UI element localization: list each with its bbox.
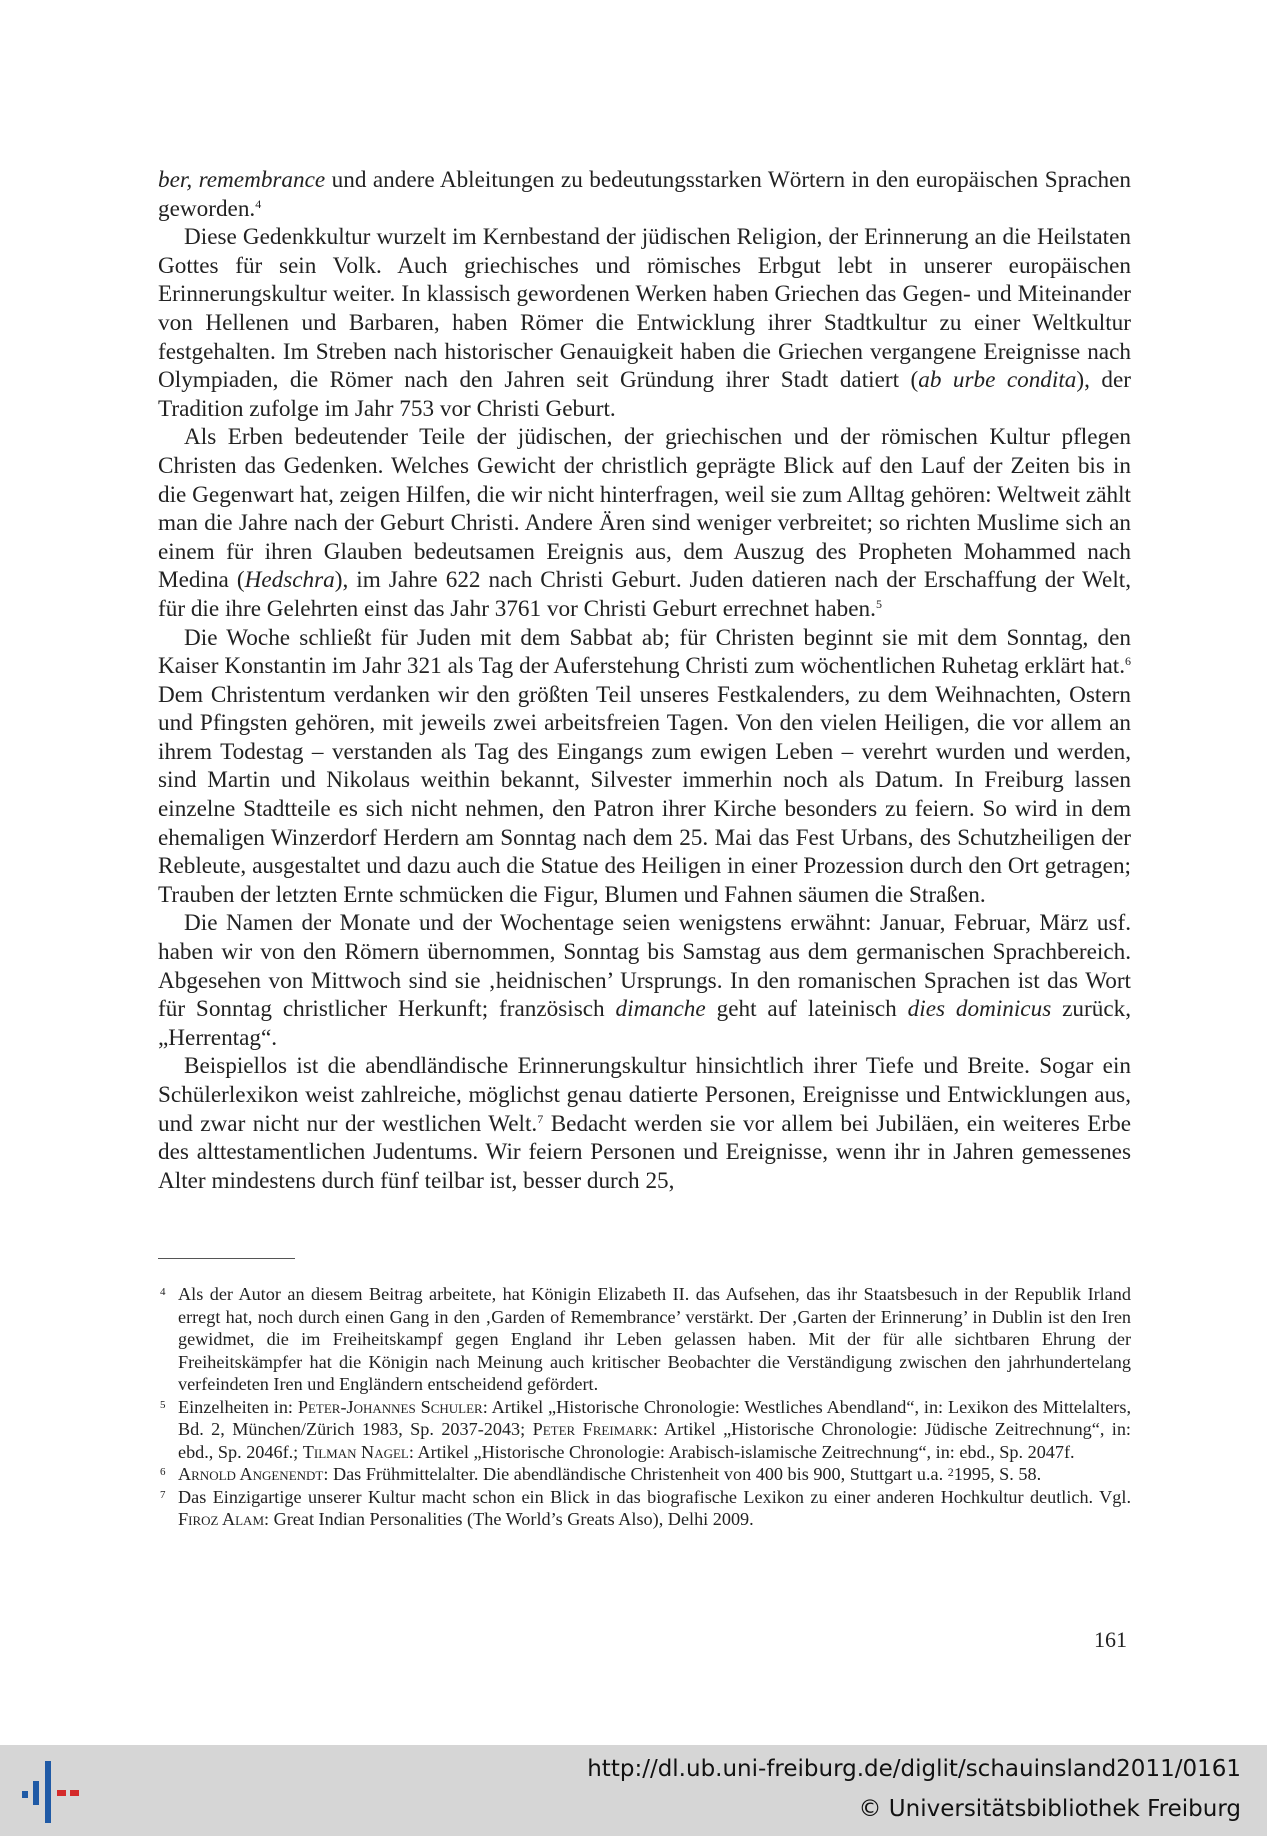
footnote-reference: 5 <box>875 596 882 611</box>
footnote-reference: 2 <box>947 1465 954 1479</box>
author-name: Tilman Nagel <box>302 1441 409 1462</box>
footnote <box>158 1463 1131 1486</box>
footnote <box>158 1396 1131 1464</box>
paragraph <box>158 624 1131 910</box>
text-run: : Artikel „Historische Chronologie: Arabisch-islamische Zeitrechnung“, in: ebd., Sp. 2047f. <box>408 1441 1075 1462</box>
paragraph <box>158 423 1131 623</box>
italic-text: ab urbe condita <box>918 367 1077 394</box>
ub-freiburg-logo-icon[interactable] <box>16 1761 80 1823</box>
footnote-reference: 4 <box>255 196 262 211</box>
body-text <box>158 166 1131 1195</box>
text-run: zurück, „Herrentag“. <box>158 996 1132 1051</box>
footnote-number: 6 <box>160 1466 166 1478</box>
author-name: Arnold Angenendt <box>178 1464 324 1484</box>
footnote-number: 7 <box>160 1488 166 1501</box>
text-run: Die Woche schließt für Juden mit dem Sabbat ab; für Christen beginnt sie mit dem Sonntag, den Kaiser Konstantin im Jahr 321 als Tag der Auferstehung Christi zum wöchentlichen Ruhetag erklärt hat. <box>158 624 1131 680</box>
footnote-reference: 7 <box>537 1111 544 1126</box>
permalink-url[interactable]: http://dl.ub.uni-freiburg.de/diglit/schauinsland2011/0161 <box>587 1756 1241 1782</box>
footnote-text <box>178 1284 1131 1394</box>
text-run: ), der Tradition zufolge im Jahr 753 vor Christi Geburt. <box>158 367 1131 422</box>
text-run: Als Erben bedeutender Teile der jüdischen, der griechischen und der römischen Kultur pflegen Christen das Gedenken. Welches Gewicht der christlich geprägte Blick auf den Lauf der Zeiten bis in die Gegenwart hat, zeigen Hilfen, die wir nicht hinterfragen, weil sie zum Alltag gehören: Weltweit zählt man die Jahre nach der Geburt Christi. Andere Ären sind weniger verbreitet; so richten Muslime sich an einem für ihren Glauben bedeutsamen Ereignis aus, dem Auszug des Propheten Mohammed nach Medina ( <box>158 424 1131 594</box>
copyright-notice: © Universitätsbibliothek Freiburg <box>858 1796 1241 1822</box>
footnote-text <box>178 1397 1131 1462</box>
italic-text: dimanche <box>615 996 706 1023</box>
footnote <box>158 1283 1131 1396</box>
text-run: : Artikel „Historische Chronologie: Westliches Abendland“, in: Lexikon des Mittelalters, Bd. 2, München/Zürich 1983, Sp. 2037-2043; <box>178 1396 1131 1439</box>
text-run: Die Namen der Monate und der Wochentage seien wenigstens erwähnt: Januar, Februar, März usf. haben wir von den Römern übernommen, Sonntag bis Samstag aus dem germanischen Sprachbereich. Abgesehen von Mittwoch sind sie ‚heidnischen’ Ursprungs. In den romanischen Sprachen ist das Wort für Sonntag christlicher Herkunft; französisch <box>158 910 1131 1023</box>
text-run: Als der Autor an diesem Beitrag arbeitete, hat Königin Elizabeth II. das Aufsehen, das ihr Staatsbesuch in der Republik Irland erregt hat, noch durch einen Gang in den ‚Garden of Remembrance’ verstärkt. Der ‚Garten der Erinnerung’ in Dublin ist den Iren gewidmet, die im Freiheitskampf gegen England ihr Leben gelassen haben. Mit der für alle sichtbaren Ehrung der Freiheitskämpfer hat die Königin nach Meinung auch kritischer Beobachter die Verständigung zwischen den jahrhundertelang verfeindeten Iren und Engländern entscheidend gefördert. <box>178 1284 1131 1394</box>
footnote-number: 4 <box>160 1286 166 1298</box>
text-run: Beispiellos ist die abendländische Erinnerungskultur hinsichtlich ihrer Tiefe und Breite. Sogar ein Schülerlexikon weist zahlreiche, möglichst genau datierte Personen, Ereignisse und Entwicklungen aus, und zwar nicht nur der westlichen Welt. <box>158 1053 1131 1137</box>
italic-text: Hedschra <box>244 567 335 594</box>
text-run: : Das Frühmittelalter. Die abendländische Christenheit von 400 bis 900, Stuttgart u.a. <box>323 1464 948 1484</box>
text-run: Das Einzigartige unserer Kultur macht schon ein Blick in das biografische Lexikon zu einer anderen Hochkultur deutlich. Vgl. <box>178 1486 1131 1507</box>
footnote-divider <box>158 1258 295 1259</box>
paragraph <box>158 223 1131 423</box>
text-run: ), im Jahre 622 nach Christi Geburt. Juden datieren nach der Erschaffung der Welt, für die ihre Gelehrten einst das Jahr 3761 vor Christi Geburt errechnet haben. <box>158 567 1131 622</box>
text-run: Einzelheiten in: <box>178 1396 298 1417</box>
author-name: Firoz Alam <box>178 1509 265 1529</box>
footnote <box>158 1486 1131 1531</box>
footnote-number: 5 <box>160 1398 166 1411</box>
text-run: Bedacht werden sie vor allem bei Jubiläen, ein weiteres Erbe des alttestamentlichen Judentums. Wir feiern Personen und Ereignisse, wenn ihr in Jahren gemessenes Alter mindestens durch fünf teilbar ist, besser durch 25, <box>158 1110 1131 1194</box>
page-number: 161 <box>1094 1627 1127 1652</box>
italic-text: ber, remembrance <box>158 167 326 193</box>
paragraph <box>158 1052 1131 1195</box>
text-run: Diese Gedenkkultur wurzelt im Kernbestand der jüdischen Religion, der Erinnerung an die Heilstaten Gottes für sein Volk. Auch griechisches und römisches Erbgut lebt in unserer europäischen Erinnerungskultur weiter. In klassisch gewordenen Werken haben Griechen das Gegen- und Miteinander von Hellenen und Barbaren, haben Römer die Entwicklung ihrer Stadtkultur zu einer Weltkultur festgehalten. Im Streben nach historischer Genauigkeit haben die Griechen vergangene Ereignisse nach Olympiaden, die Römer nach den Jahren seit Gründung ihrer Stadt datiert ( <box>158 224 1131 394</box>
library-footer-bar <box>0 1745 1267 1836</box>
paragraph <box>158 909 1131 1052</box>
author-name: Peter-Johannes Schuler <box>297 1396 483 1417</box>
text-run: geht auf lateinisch <box>705 996 908 1023</box>
text-run: Dem Christentum verdanken wir den größten Teil unseres Festkalenders, zu dem Weihnachten, Ostern und Pfingsten gehören, mit jeweils zwei arbeitsfreien Tagen. Von den vielen Heiligen, die vor allem an ihrem Todestag – verstanden als Tag des Eingangs zum ewigen Leben – verehrt wurden und werden, sind Martin und Nikolaus weithin bekannt, Silvester immerhin noch als Datum. In Freiburg lassen einzelne Stadtteile es sich nicht nehmen, den Patron ihrer Kirche besonders zu feiern. So wird in dem ehemaligen Winzerdorf Herdern am Sonntag nach dem 25. Mai das Fest Urbans, des Schutzheiligen der Rebleute, ausgestaltet und dazu auch die Statue des Heiligen in einer Prozession durch den Ort getragen; Trauben der letzten Ernte schmücken die Figur, Blumen und Fahnen säumen die Straßen. <box>158 681 1131 908</box>
text-run: : Artikel „Historische Chronologie: Jüdische Zeitrechnung“, in: ebd., Sp. 2046f.; <box>178 1419 1131 1462</box>
text-run: 1995, S. 58. <box>953 1464 1042 1484</box>
author-name: Peter Freimark <box>532 1419 653 1439</box>
italic-text: dies dominicus <box>907 996 1052 1023</box>
footnote-text <box>178 1464 1041 1484</box>
paragraph <box>158 166 1131 223</box>
text-run: : Great Indian Personalities (The World’s Greats Also), Delhi 2009. <box>264 1509 754 1529</box>
footnote-reference: 6 <box>1125 654 1131 669</box>
footnotes <box>158 1283 1131 1531</box>
footnote-text <box>178 1487 1131 1530</box>
text-run: und andere Ableitungen zu bedeutungsstarken Wörtern in den europäischen Sprachen geworden. <box>158 167 1132 222</box>
